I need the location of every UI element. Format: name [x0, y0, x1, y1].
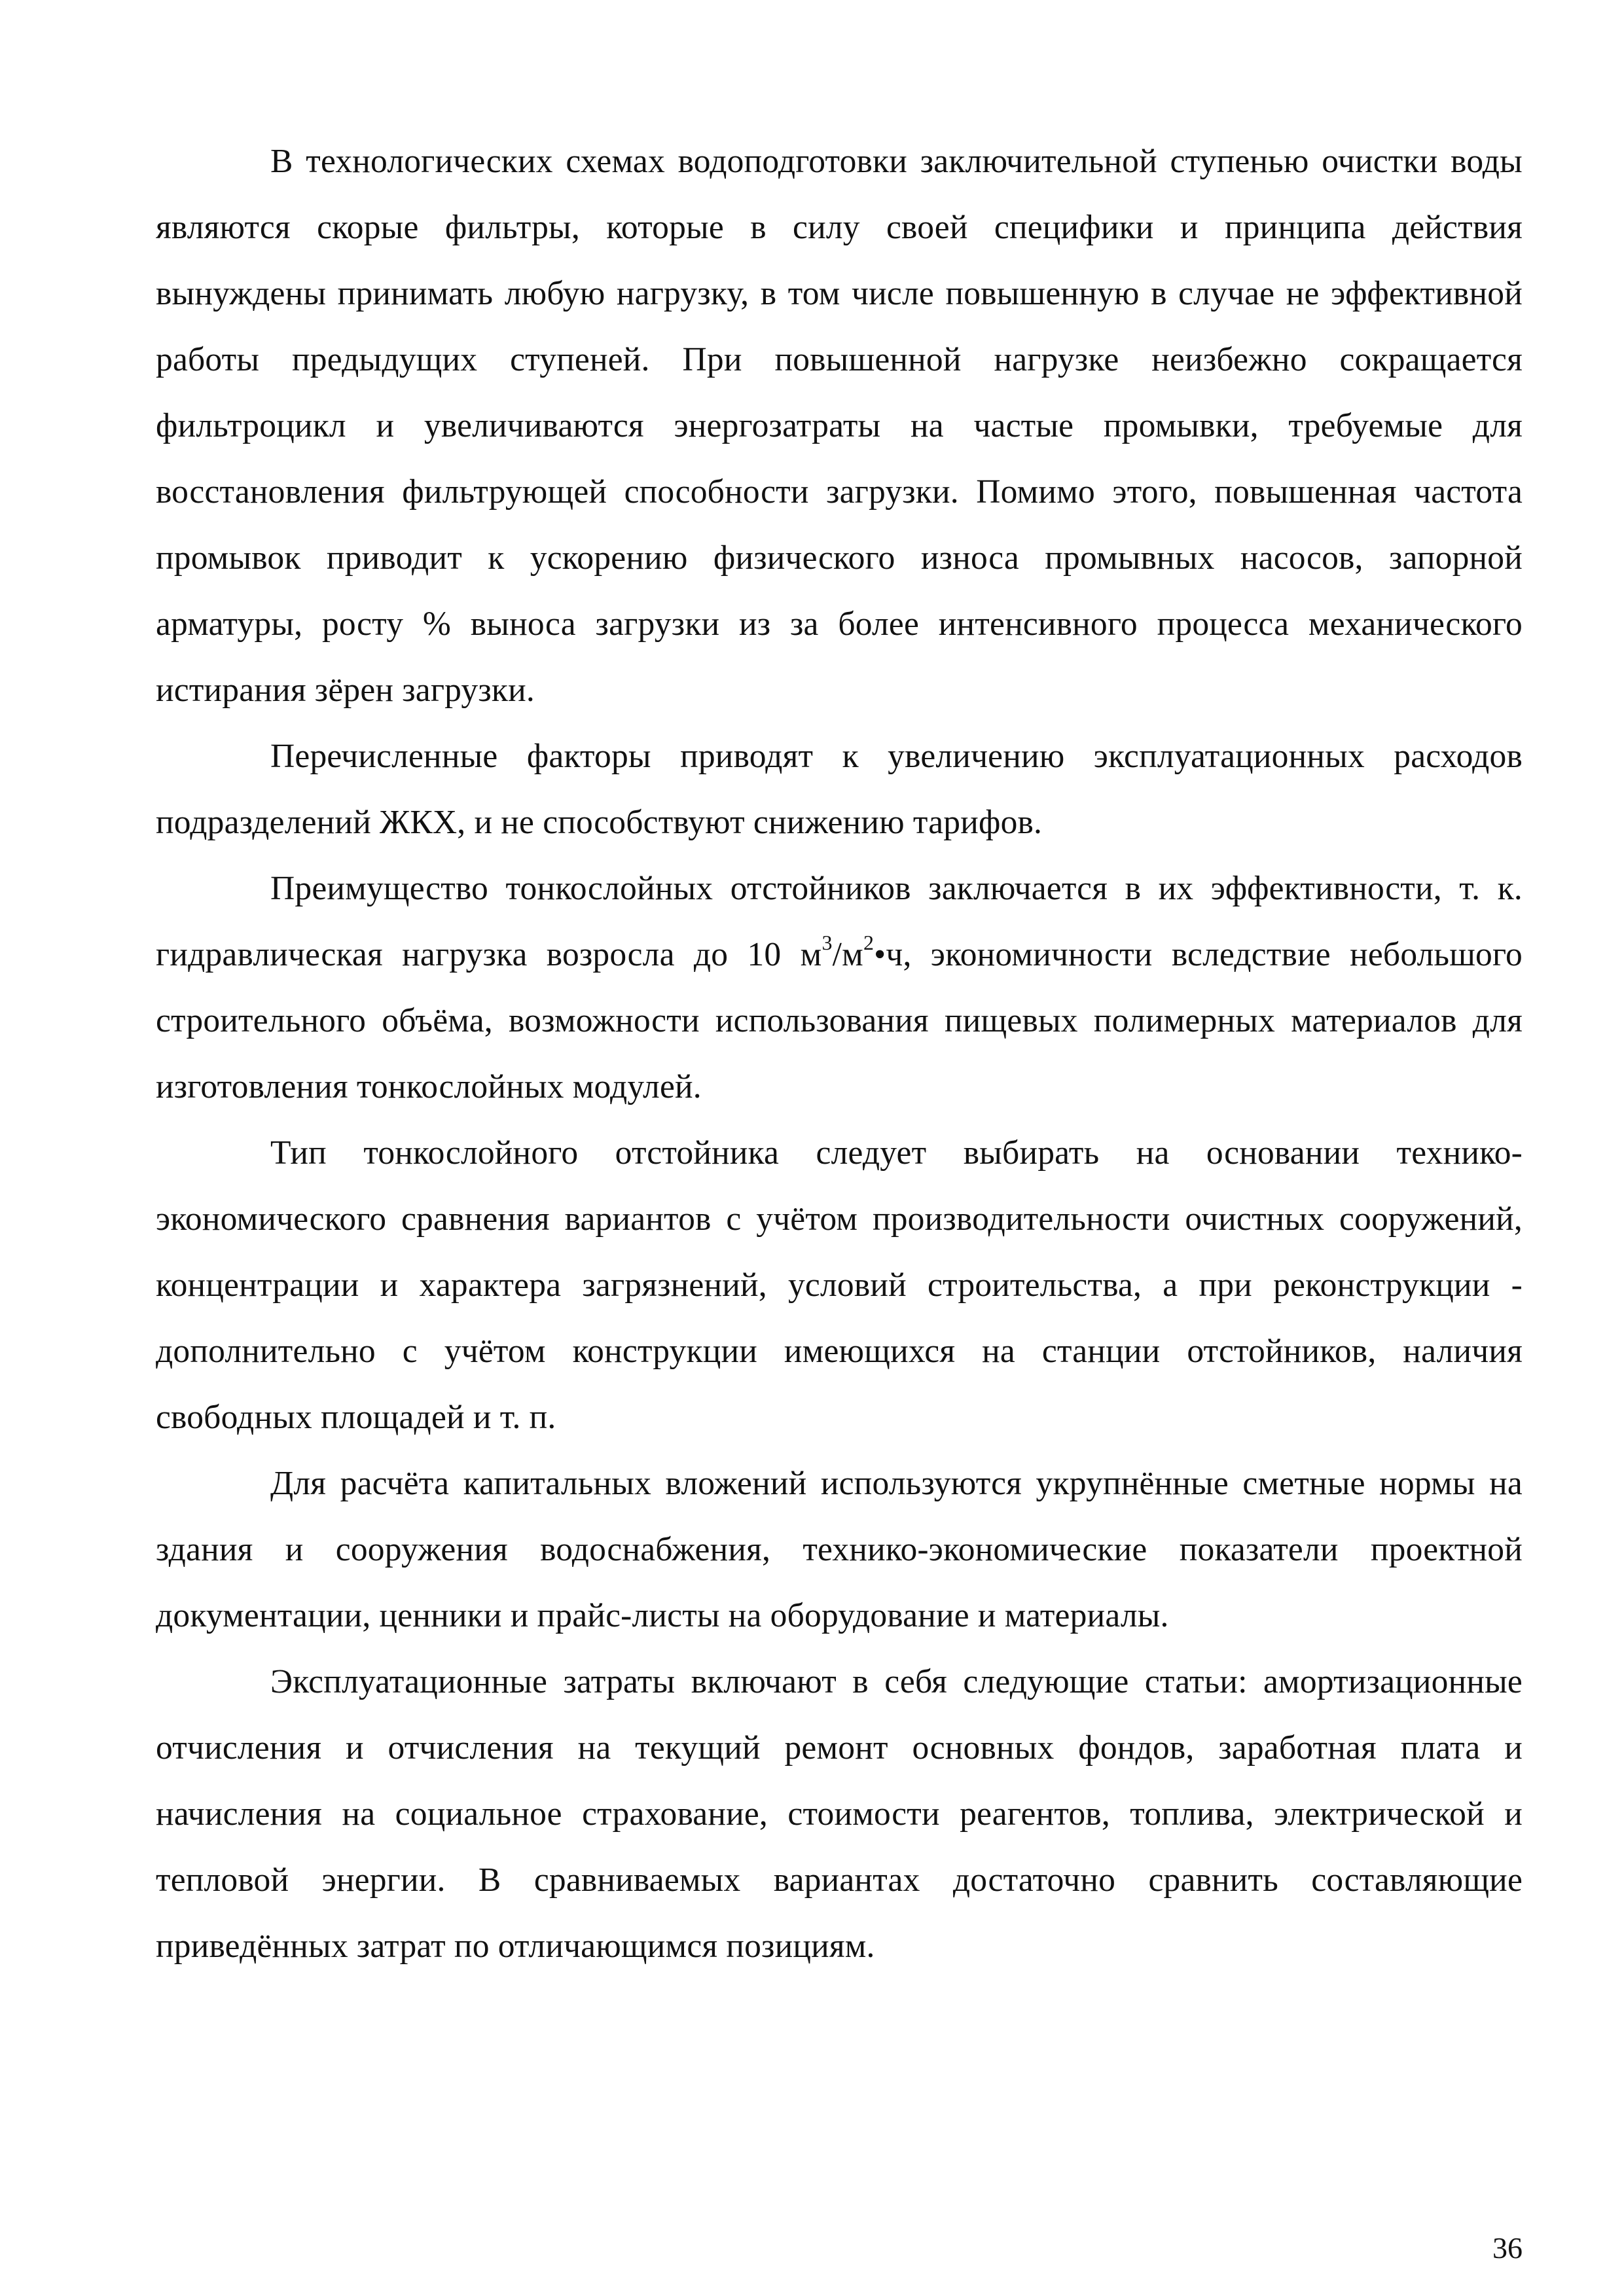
paragraph-capital-investment: Для расчёта капитальных вложений используются укрупнённые сметные нормы на здания и сооружения водоснабжения, технико-экономические показатели проектной документации, ценники и прайс-листы на оборудование и материалы.	[156, 1465, 1523, 1634]
unit-cubic-meter: м	[800, 936, 822, 973]
paragraph-water-treatment-filters: В технологических схемах водоподготовки заключительной ступенью очистки воды являются скорые фильтры, которые в силу своей специфики и принципа действия вынуждены принимать любую нагрузку, в том числе повышенную в случае не эффективной работы предыдущих ступеней. При повышенной нагрузке неизбежно сокращается фильтроцикл и увеличиваются энергозатраты на частые промывки, требуемые для восстановления фильтрующей способности загрузки. Помимо этого, повышенная частота промывок приводит к ускорению физического износа промывных насосов, запорной арматуры, росту % выноса загрузки из за более интенсивного процесса механического истирания зёрен загрузки.	[156, 143, 1523, 709]
document-page	[156, 128, 1523, 1979]
paragraph-settler-type-selection: Тип тонкослойного отстойника следует выбирать на основании технико-экономического сравнения вариантов с учётом производительности очистных сооружений, концентрации и характера загрязнений, условий строительства, а при реконструкции - дополнительно с учётом конструкции имеющихся на станции отстойников, наличия свободных площадей и т. п.	[156, 1134, 1523, 1436]
paragraph-thin-layer-advantages	[156, 855, 1523, 1120]
unit-per-square-meter: /м	[832, 936, 863, 973]
paragraph-operating-expenses: Эксплуатационные затраты включают в себя следующие статьи: амортизационные отчисления и отчисления на текущий ремонт основных фондов, заработная плата и начисления на социальное страхование, стоимости реагентов, топлива, электрической и тепловой энергии. В сравниваемых вариантах достаточно сравнить составляющие приведённых затрат по отличающимся позициям.	[156, 1663, 1523, 1965]
page-number: 36	[1492, 2231, 1523, 2265]
exponent-2: 2	[863, 931, 875, 954]
exponent-3: 3	[821, 931, 833, 954]
paragraph-operating-costs-factors: Перечисленные факторы приводят к увеличению эксплуатационных расходов подразделений ЖКХ, и не способствуют снижению тарифов.	[156, 738, 1523, 841]
paragraph-text-start: Преимущество тонкослойных отстойников заключается в их эффективности, т. к. гидравлическая нагрузка возросла до 10	[156, 870, 1523, 973]
paragraph-text-end: •ч, экономичности вследствие небольшого строительного объёма, возможности использования пищевых полимерных материалов для изготовления тонкослойных модулей.	[156, 936, 1523, 1105]
